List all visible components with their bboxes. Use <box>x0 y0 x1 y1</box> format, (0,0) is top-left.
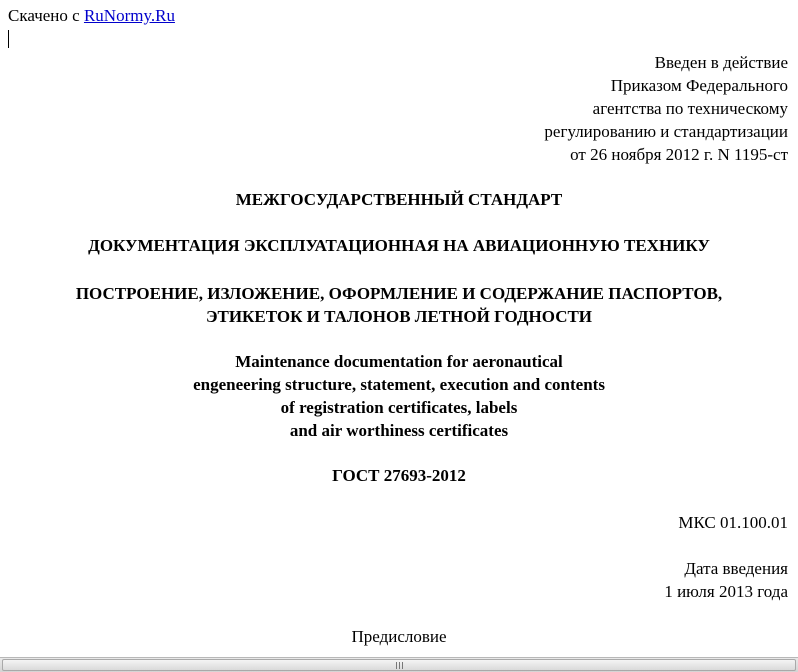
approval-block <box>544 51 788 166</box>
document-subtitle <box>0 282 798 328</box>
source-prefix: Скачено с <box>8 6 80 25</box>
standard-type-heading: МЕЖГОСУДАРСТВЕННЫЙ СТАНДАРТ <box>235 190 563 209</box>
approval-line: агентства по техническому <box>592 99 788 118</box>
scrollbar-thumb[interactable] <box>2 659 796 671</box>
english-title-line: engeneering structure, statement, execution and contents <box>193 375 605 394</box>
english-title <box>0 350 798 442</box>
source-link[interactable]: RuNormy.Ru <box>83 6 175 25</box>
english-title-line: Maintenance documentation for aeronautical <box>235 352 563 371</box>
english-title-line: of registration certificates, labels <box>280 398 518 417</box>
document-title: ДОКУМЕНТАЦИЯ ЭКСПЛУАТАЦИОННАЯ НА АВИАЦИОННУЮ ТЕХНИКУ <box>88 236 710 255</box>
text-cursor <box>8 30 9 48</box>
source-line <box>8 6 175 26</box>
grip-icon <box>396 662 406 669</box>
approval-line: регулированию и стандартизации <box>544 122 788 141</box>
gost-number: ГОСТ 27693-2012 <box>332 466 466 485</box>
intro-line: Дата введения <box>684 559 788 578</box>
introduction-date <box>664 557 788 603</box>
english-title-line: and air worthiness certificates <box>289 421 509 440</box>
approval-line: Приказом Федерального <box>610 76 788 95</box>
horizontal-scrollbar[interactable] <box>0 657 798 672</box>
mks-code: МКС 01.100.01 <box>678 513 788 532</box>
subtitle-line: ПОСТРОЕНИЕ, ИЗЛОЖЕНИЕ, ОФОРМЛЕНИЕ И СОДЕРЖАНИЕ ПАСПОРТОВ, <box>75 284 723 303</box>
approval-line: от 26 ноября 2012 г. N 1195-ст <box>570 145 788 164</box>
intro-line: 1 июля 2013 года <box>664 582 788 601</box>
subtitle-line: ЭТИКЕТОК И ТАЛОНОВ ЛЕТНОЙ ГОДНОСТИ <box>205 307 593 326</box>
approval-line: Введен в действие <box>654 53 788 72</box>
foreword-heading: Предисловие <box>351 627 447 646</box>
